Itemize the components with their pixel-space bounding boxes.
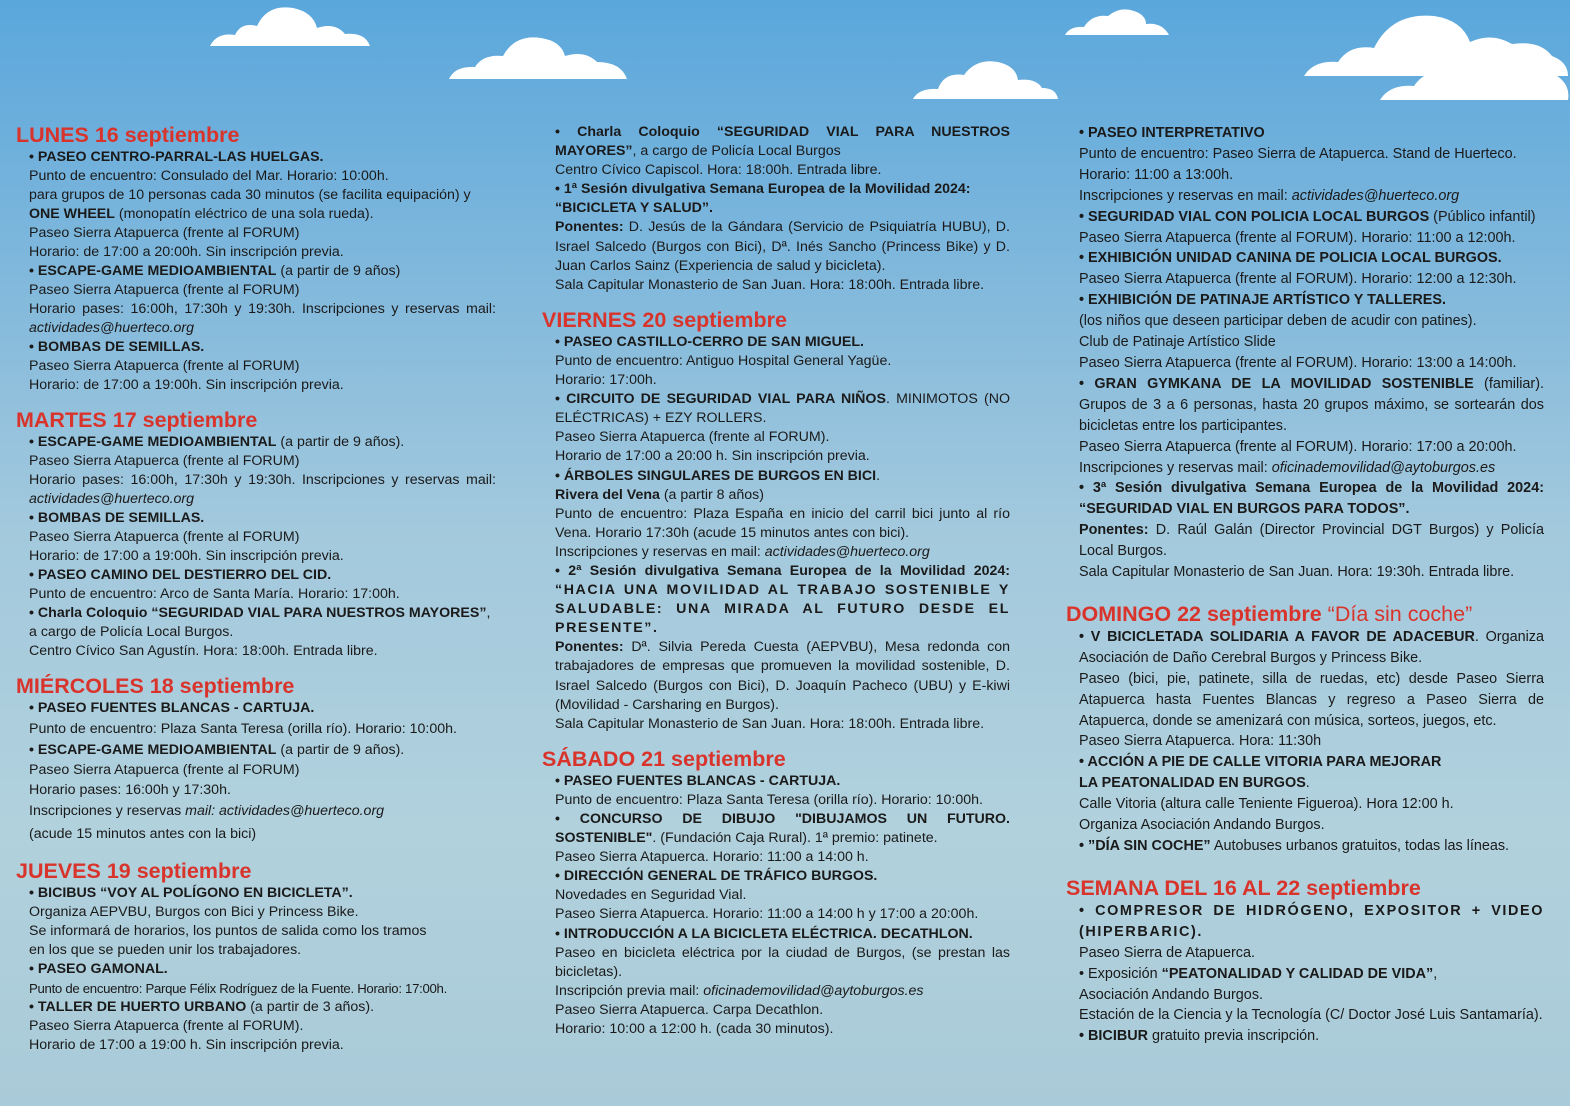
event-title: • 3ª Sesión divulgativa Semana Europea de la Movilidad 2024: “SEGURIDAD VIAL EN BURGOS PARA TODOS”. xyxy=(1079,480,1544,518)
event-detail: Paseo Sierra Atapuerca (frente al FORUM) xyxy=(29,453,300,469)
event-title: • ESCAPE-GAME MEDIOAMBIENTAL xyxy=(29,742,277,758)
day-heading-sabado: SÁBADO 21 septiembre xyxy=(542,746,786,771)
day-heading-viernes: VIERNES 20 septiembre xyxy=(542,307,787,332)
event-detail: Horario: de 17:00 a 19:00h. Sin inscripción previa. xyxy=(29,548,344,564)
event-title: • INTRODUCCIÓN A LA BICICLETA ELÉCTRICA. DECATHLON. xyxy=(555,925,973,942)
event-detail: Paseo Sierra Atapuerca (frente al FORUM) xyxy=(29,529,300,545)
event-title: • ÁRBOLES SINGULARES DE BURGOS EN BICI xyxy=(555,467,877,484)
event-title: • PASEO INTERPRETATIVO xyxy=(1079,125,1265,141)
event-title: • SEGURIDAD VIAL CON POLICIA LOCAL BURGOS xyxy=(1079,208,1430,225)
event-title: • EXHIBICIÓN UNIDAD CANINA DE POLICIA LOCAL BURGOS. xyxy=(1079,250,1502,267)
viernes-events xyxy=(542,333,1010,734)
event-speakers xyxy=(555,638,1010,714)
event-detail: (a partir de 9 años). xyxy=(276,434,405,450)
event-detail: Se informará de horarios, los puntos de salida como los tramos xyxy=(29,923,427,939)
event-detail: Horario: de 17:00 a 20:00h. Sin inscripción previa. xyxy=(29,244,344,260)
domingo-events xyxy=(1066,627,1544,857)
event-escape-game xyxy=(29,433,496,452)
event-title: • DIRECCIÓN GENERAL DE TRÁFICO BURGOS. xyxy=(555,868,878,885)
event-detail: Centro Cívico San Agustín. Hora: 18:00h. Entrada libre. xyxy=(29,643,378,659)
speakers-label: Ponentes: xyxy=(555,639,624,656)
event-detail: Horario: 11:00 a 13:00h. xyxy=(1079,166,1234,183)
event-title: • BOMBAS DE SEMILLAS. xyxy=(29,510,205,526)
event-detail: Paseo Sierra Atapuerca. Carpa Decathlon. xyxy=(555,1001,824,1018)
cloud-decoration xyxy=(445,32,630,82)
day-heading-lunes: LUNES 16 septiembre xyxy=(16,123,240,147)
event-detail: Paseo Sierra Atapuerca. Horario: 11:00 a 14:00 h y 17:00 a 20:00h. xyxy=(555,906,979,923)
event-detail: Paseo Sierra Atapuerca (frente al FORUM). Horario: 13:00 a 14:00h. xyxy=(1079,354,1517,371)
event-detail xyxy=(555,982,1010,1001)
event-title: LA PEATONALIDAD EN BURGOS xyxy=(1079,775,1306,792)
event-detail: Inscripciones y reservas xyxy=(29,803,186,819)
event-detail: . xyxy=(1305,775,1310,792)
day-heading-title: DOMINGO 22 septiembre xyxy=(1066,601,1328,626)
speakers-label: Ponentes: xyxy=(1079,522,1149,539)
event-detail: para grupos de 10 personas cada 30 minutos (se facilita equipación) y xyxy=(29,187,471,203)
event-detail: Paseo Sierra Atapuerca (frente al FORUM). xyxy=(555,429,830,446)
event-detail: Sala Capitular Monasterio de San Juan. Hora: 18:00h. Entrada libre. xyxy=(555,715,985,732)
lunes-events xyxy=(16,148,496,395)
event-charla xyxy=(29,604,496,642)
event-detail: Sala Capitular Monasterio de San Juan. Hora: 18:00h. Entrada libre. xyxy=(555,276,985,293)
event-detail: . MINIMOTOS (NO ELÉCTRICAS) + EZY ROLLERS. xyxy=(555,391,1010,427)
sabado-cont-events xyxy=(1066,123,1544,583)
event-detail: (acude 15 minutos antes con la bici) xyxy=(29,826,257,842)
event-title: • PASEO CENTRO-PARRAL-LAS HUELGAS. xyxy=(29,149,324,165)
event-detail: , xyxy=(1433,965,1438,982)
cloud-decoration xyxy=(910,58,1060,102)
event-speakers xyxy=(1079,520,1544,562)
event-detail: gratuito previa inscripción. xyxy=(1148,1028,1320,1045)
event-escape-game xyxy=(29,741,496,760)
event-detail: Organiza Asociación Andando Burgos. xyxy=(1079,817,1325,834)
event-title: • BOMBAS DE SEMILLAS. xyxy=(29,339,205,355)
event-title: • ACCIÓN A PIE DE CALLE VITORIA PARA MEJORAR xyxy=(1079,754,1442,771)
event-bicibur xyxy=(1079,1026,1544,1047)
event-title: • CONCURSO DE DIBUJO "DIBUJAMOS UN FUTURO. SOSTENIBLE" xyxy=(555,811,1010,847)
event-detail: Punto de encuentro: Plaza Santa Teresa (orilla río). Horario: 10:00h. xyxy=(29,721,457,737)
event-detail xyxy=(29,300,496,338)
event-detail: Paseo Sierra Atapuerca (frente al FORUM) xyxy=(29,282,300,298)
event-detail: . Organiza Asociación de Daño Cerebral Burgos y Princess Bike. xyxy=(1079,628,1545,666)
event-detail: Dª. Silvia Pereda Cuesta (AEPVBU), Mesa redonda con trabajadores de empresas que promueven la movilidad sostenible, D. Israel Salcedo (Burgos con Bici), D. Joaquín Pacheco (UBU) y E-kiwi (Movilidad - Carsharing en Burgos). xyxy=(555,639,1010,713)
event-detail: (los niños que deseen participar deben de acudir con patines). xyxy=(1079,313,1477,330)
event-title: • PASEO FUENTES BLANCAS - CARTUJA. xyxy=(555,772,841,789)
event-detail: Centro Cívico Capiscol. Hora: 18:00h. Entrada libre. xyxy=(555,162,882,179)
event-detail: Inscripciones y reservas en mail: xyxy=(555,543,765,560)
event-detail: Inscripción previa mail: xyxy=(555,982,704,999)
event-detail: . xyxy=(876,467,881,484)
jueves-events xyxy=(16,884,496,1055)
event-title: • ”DÍA SIN COCHE” xyxy=(1079,838,1211,854)
event-detail: Paseo Sierra Atapuerca. Horario: 11:00 a 14:00 h. xyxy=(555,849,869,866)
event-detail: Novedades en Seguridad Vial. xyxy=(555,887,747,904)
event-title: • TALLER DE HUERTO URBANO xyxy=(29,999,247,1015)
event-detail: (a partir 8 años) xyxy=(659,486,764,503)
event-detail: en los que se pueden unir los trabajadores. xyxy=(29,942,302,958)
event-title: • Charla Coloquio “SEGURIDAD VIAL PARA NUESTROS MAYORES” xyxy=(29,605,487,621)
sabado-events xyxy=(542,772,1010,1039)
event-detail: Punto de encuentro: Plaza España en inicio del carril bici junto al río Vena. Horario 17:30h (acude 15 minutos antes con bici). xyxy=(555,505,1010,541)
event-detail: (a partir de 9 años) xyxy=(276,263,401,279)
martes-events xyxy=(16,433,496,661)
event-title: • EXHIBICIÓN DE PATINAJE ARTÍSTICO Y TALLERES. xyxy=(1079,292,1446,309)
email-link[interactable]: oficinademovilidad@aytoburgos.es xyxy=(703,982,924,999)
event-huerto xyxy=(29,998,496,1017)
event-title: • PASEO CAMINO DEL DESTIERRO DEL CID. xyxy=(29,567,332,583)
event-detail xyxy=(1079,458,1544,479)
column-right xyxy=(1066,123,1544,1047)
event-concurso xyxy=(555,810,1010,848)
event-detail: Paseo Sierra Atapuerca (frente al FORUM). xyxy=(29,1018,304,1034)
event-arboles xyxy=(555,467,1010,486)
event-detail: Inscripciones y reservas mail: xyxy=(1079,459,1272,476)
event-circuito xyxy=(555,390,1010,428)
event-bicicletada xyxy=(1079,627,1544,669)
event-detail: (familiar). Grupos de 3 a 6 personas, hasta 20 grupos máximo, se sortearán dos bicicletas entre los participantes. xyxy=(1079,375,1544,434)
event-detail: Paseo Sierra Atapuerca (frente al FORUM). Horario: 12:00 a 12:30h. xyxy=(1079,271,1517,288)
event-detail: Horario: 17:00h. xyxy=(555,372,657,389)
event-escape-game xyxy=(29,262,496,281)
event-detail: . (Fundación Caja Rural). 1ª premio: patinete. xyxy=(652,830,938,847)
event-title: • 2ª Sesión divulgativa Semana Europea de la Movilidad 2024: xyxy=(555,562,1010,579)
event-detail: Estación de la Ciencia y la Tecnología (C/ Doctor José Luis Santamaría). xyxy=(1079,1007,1543,1024)
day-heading-domingo xyxy=(1066,602,1544,626)
event-detail: Punto de encuentro: Antiguo Hospital General Yagüe. xyxy=(555,352,892,369)
event-charla xyxy=(555,123,1010,161)
event-detail: , a cargo de Policía Local Burgos. xyxy=(29,605,491,640)
event-detail: Paseo (bici, pie, patinete, silla de ruedas, etc) desde Paseo Sierra Atapuerca hasta Fuentes Blancas y regreso a Paseo Sierra de Atapuerca, donde se amenizará con música, sorteos, juegos, etc. xyxy=(1079,670,1544,729)
event-detail: Asociación Andando Burgos. xyxy=(1079,986,1264,1003)
event-exposicion xyxy=(1079,964,1544,985)
event-detail: Horario: de 17:00 a 19:00h. Sin inscripción previa. xyxy=(29,377,344,393)
event-title: • BICIBUS “VOY AL POLÍGONO EN BICICLETA”. xyxy=(29,885,353,901)
event-title xyxy=(1079,901,1544,943)
event-arboles-sub xyxy=(555,486,1010,505)
event-detail xyxy=(29,471,496,509)
event-detail: Paseo Sierra Atapuerca (frente al FORUM) xyxy=(29,762,300,778)
event-detail: Inscripciones y reservas en mail: xyxy=(1079,187,1292,204)
event-detail: • Exposición xyxy=(1079,965,1162,982)
event-detail: D. Raúl Galán (Director Provincial DGT Burgos) y Policía Local Burgos. xyxy=(1079,522,1544,560)
event-detail: (Público infantil) xyxy=(1429,208,1536,225)
event-dia-sin-coche xyxy=(1079,836,1544,857)
event-detail: D. Jesús de la Gándara (Servicio de Psiquiatría HUBU), D. Israel Salcedo (Burgos con Bici), Dª. Inés Sancho (Princess Bike) y D. Juan Carlos Sainz (Experiencia de salud y bicicleta). xyxy=(555,219,1010,274)
event-seguridad-vial xyxy=(1079,207,1544,228)
event-detail xyxy=(29,800,496,823)
event-detail: Horario pases: 16:00h y 17:30h. xyxy=(29,782,231,798)
event-title: • GRAN GYMKANA DE LA MOVILIDAD SOSTENIBLE xyxy=(1079,375,1474,392)
event-title: • BICIBUR xyxy=(1079,1028,1148,1045)
semana-events xyxy=(1066,901,1544,1047)
event-detail xyxy=(555,543,1010,562)
event-detail: Paseo Sierra Atapuerca (frente al FORUM). Horario: 11:00 a 12:00h. xyxy=(1079,229,1516,246)
event-detail: Horario de 17:00 a 20:00 h. Sin inscripción previa. xyxy=(555,448,870,465)
day-heading-semana: SEMANA DEL 16 AL 22 septiembre xyxy=(1066,875,1421,900)
event-title: • PASEO FUENTES BLANCAS - CARTUJA. xyxy=(29,700,315,716)
event-detail: Club de Patinaje Artístico Slide xyxy=(1079,334,1276,351)
cloud-decoration xyxy=(1062,6,1172,38)
event-detail: Horario pases: 16:00h, 17:30h y 19:30h. Inscripciones y reservas mail: xyxy=(29,472,496,488)
email-link[interactable]: mail: actividades@huerteco.org xyxy=(185,803,385,819)
event-detail: Punto de encuentro: Consulado del Mar. Horario: 10:00h. xyxy=(29,168,389,184)
event-detail: (monopatín eléctrico de una sola rueda). xyxy=(114,206,374,222)
event-title: Rivera del Vena xyxy=(555,486,660,503)
email-link[interactable]: oficinademovilidad@aytoburgos.es xyxy=(1271,459,1496,476)
event-title-cont xyxy=(1079,773,1544,794)
cloud-decoration xyxy=(205,2,375,52)
event-detail: (a partir de 3 años). xyxy=(246,999,375,1015)
event-title: • CIRCUITO DE SEGURIDAD VIAL PARA NIÑOS xyxy=(555,391,886,408)
event-title: “HACIA UNA MOVILIDAD AL TRABAJO SOSTENIBLE Y SALUDABLE: UNA MIRADA AL FUTURO DESDE EL PRESENTE”. xyxy=(555,582,1010,637)
event-detail: Punto de encuentro: Paseo Sierra de Atapuerca. Stand de Huerteco. xyxy=(1079,145,1517,162)
column-left xyxy=(16,123,496,1055)
event-gymkana xyxy=(1079,374,1544,437)
event-title: • PASEO CASTILLO-CERRO DE SAN MIGUEL. xyxy=(555,333,864,350)
event-detail: Horario de 17:00 a 19:00 h. Sin inscripción previa. xyxy=(29,1037,344,1053)
event-title: • V BICICLETADA SOLIDARIA A FAVOR DE ADACEBUR xyxy=(1079,628,1475,645)
event-title: ONE WHEEL xyxy=(29,206,115,222)
day-heading-subtitle: “Día sin coche” xyxy=(1327,601,1473,626)
event-detail: Paseo Sierra de Atapuerca. xyxy=(1079,944,1255,961)
event-detail: Calle Vitoria (altura calle Teniente Figueroa). Hora 12:00 h. xyxy=(1079,796,1454,813)
event-title: • COMPRESOR DE HIDRÓGENO, EXPOSITOR + VIDEO (HIPERBARIC). xyxy=(1079,902,1544,940)
cloud-decoration xyxy=(1300,4,1570,104)
event-detail: Autobuses urbanos gratuitos, todas las líneas. xyxy=(1210,838,1510,854)
event-title: • PASEO GAMONAL. xyxy=(29,961,168,977)
event-detail: Organiza AEPVBU, Burgos con Bici y Princess Bike. xyxy=(29,904,359,920)
event-detail: Paseo en bicicleta eléctrica por la ciudad de Burgos, (se prestan las bicicletas). xyxy=(555,944,1010,980)
event-detail xyxy=(1079,186,1544,207)
event-detail: Punto de encuentro: Parque Félix Rodríguez de la Fuente. Horario: 17:00h. xyxy=(29,981,447,996)
event-detail: Punto de encuentro: Plaza Santa Teresa (orilla río). Horario: 10:00h. xyxy=(555,791,983,808)
speakers-label: Ponentes: xyxy=(555,219,624,236)
event-skate xyxy=(29,186,496,224)
event-title: • Charla Coloquio “SEGURIDAD VIAL PARA NUESTROS MAYORES” xyxy=(555,124,1010,160)
event-detail: Horario pases: 16:00h, 17:30h y 19:30h. Inscripciones y reservas mail: xyxy=(29,301,496,317)
event-detail: Paseo Sierra Atapuerca (frente al FORUM) xyxy=(29,358,300,374)
email-link[interactable]: actividades@huerteco.org xyxy=(1291,187,1460,204)
event-detail: Punto de encuentro: Arco de Santa María. Horario: 17:00h. xyxy=(29,586,400,602)
day-heading-martes: MARTES 17 septiembre xyxy=(16,408,258,432)
event-detail: Paseo Sierra Atapuerca (frente al FORUM). Horario: 17:00 a 20:00h. xyxy=(1079,438,1517,455)
day-heading-miercoles: MIÉRCOLES 18 septiembre xyxy=(16,674,295,698)
event-detail: Paseo Sierra Atapuerca (frente al FORUM) xyxy=(29,225,300,241)
email-link[interactable]: actividades@huerteco.org xyxy=(29,320,195,336)
column-middle xyxy=(542,123,1010,1039)
jueves-cont-events xyxy=(542,123,1010,295)
event-title: • 1ª Sesión divulgativa Semana Europea de la Movilidad 2024: “BICICLETA Y SALUD”. xyxy=(555,181,971,217)
day-heading-jueves: JUEVES 19 septiembre xyxy=(16,859,252,883)
event-title: “PEATONALIDAD Y CALIDAD DE VIDA” xyxy=(1161,965,1434,982)
email-link[interactable]: actividades@huerteco.org xyxy=(29,491,195,507)
event-title xyxy=(555,562,1010,638)
event-detail: , a cargo de Policía Local Burgos xyxy=(632,143,841,160)
event-detail: (a partir de 9 años). xyxy=(276,742,405,758)
miercoles-events xyxy=(16,699,496,846)
event-title: • ESCAPE-GAME MEDIOAMBIENTAL xyxy=(29,434,277,450)
event-speakers xyxy=(555,218,1010,275)
event-detail: Horario: 10:00 a 12:00 h. (cada 30 minutos). xyxy=(555,1021,834,1038)
event-title: • ESCAPE-GAME MEDIOAMBIENTAL xyxy=(29,263,277,279)
event-detail: Paseo Sierra Atapuerca. Hora: 11:30h xyxy=(1079,733,1322,750)
email-link[interactable]: actividades@huerteco.org xyxy=(764,543,930,560)
event-detail: Sala Capitular Monasterio de San Juan. Hora: 19:30h. Entrada libre. xyxy=(1079,564,1515,581)
